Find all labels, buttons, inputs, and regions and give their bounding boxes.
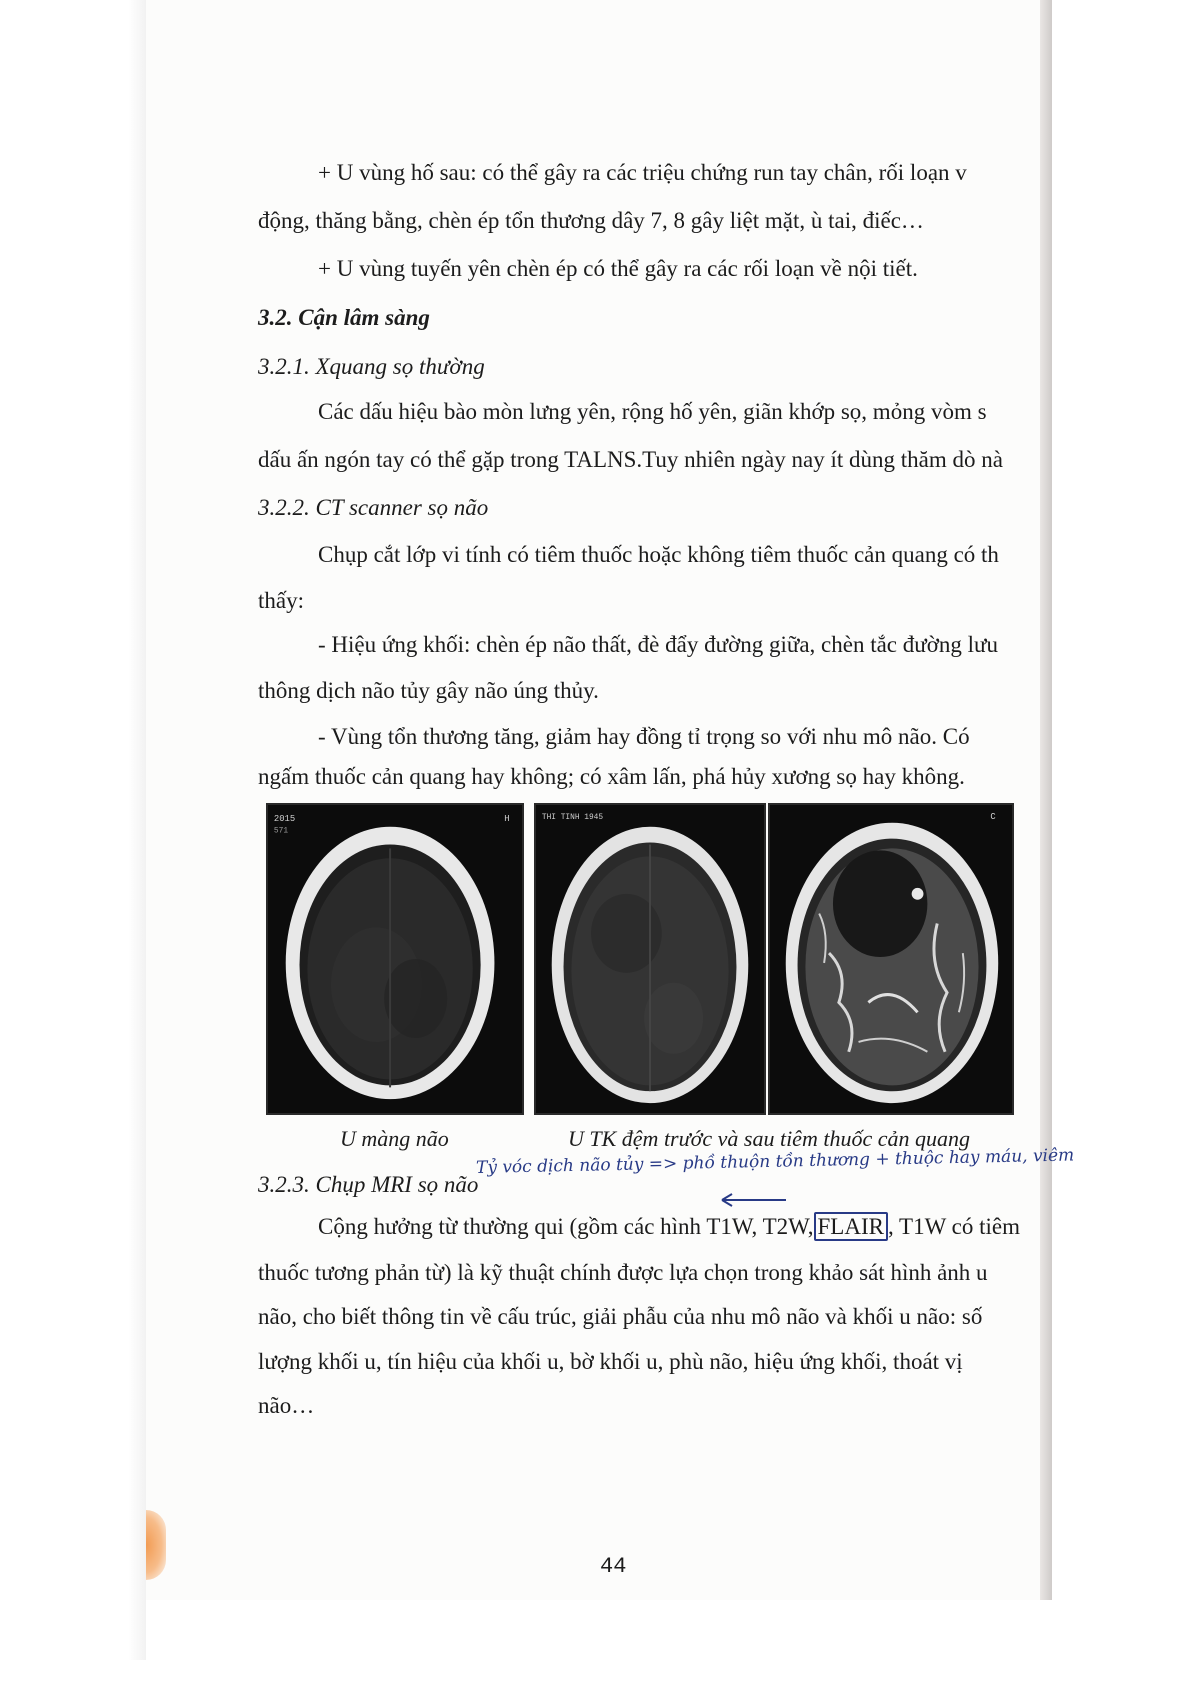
scan2-label: THI TINH 1945 — [541, 812, 604, 822]
caption-glioma: U TK đệm trước và sau tiêm thuốc cản quang — [568, 1126, 970, 1151]
ct-scan-glioma-pre-image — [536, 805, 764, 1113]
paragraph-mri-line5: não… — [258, 1393, 315, 1418]
heading-3-2-1: 3.2.1. Xquang sọ thường — [258, 354, 485, 379]
handwritten-note: Tỷ vóc dịch não tủy => phồ thuộn tồn thương + thuộc hay máu, viêm — [475, 1145, 1075, 1178]
heading-3-2: 3.2. Cận lâm sàng — [258, 305, 430, 330]
page-number: 44 — [600, 1554, 627, 1579]
svg-text:571: 571 — [273, 826, 289, 836]
left-margin — [0, 0, 146, 1685]
paragraph-posterior-fossa-line2: động, thăng bằng, chèn ép tổn thương dây 7, 8 gây liệt mặt, ù tai, điếc… — [258, 208, 924, 233]
ct-scan-glioma-post-image — [770, 805, 1012, 1113]
mri-line1-post: , T1W có tiêm — [887, 1214, 1020, 1239]
paragraph-mri-line4: lượng khối u, tín hiệu của khối u, bờ khối u, phù não, hiệu ứng khối, thoát vị — [258, 1349, 963, 1374]
paragraph-ct-line2: thấy: — [258, 588, 304, 613]
paragraph-density-line1: - Vùng tổn thương tăng, giảm hay đồng tỉ trọng so với nhu mô não. Có — [318, 724, 970, 749]
scan1-label: 2015 — [273, 813, 296, 824]
svg-text:H: H — [504, 813, 510, 824]
heading-3-2-2: 3.2.2. CT scanner sọ não — [258, 495, 489, 520]
mri-line1-pre: Cộng hưởng từ thường qui (gồm các hình T1W, T2W, — [318, 1214, 814, 1239]
paragraph-mass-effect-line2: thông dịch não tủy gây não úng thủy. — [258, 678, 599, 703]
caption-meningioma: U màng não — [340, 1126, 449, 1151]
ct-scan-glioma-pre — [534, 803, 766, 1115]
paragraph-mri-line1 — [318, 1212, 1046, 1242]
paragraph-pituitary: + U vùng tuyến yên chèn ép có thể gây ra các rối loạn về nội tiết. — [318, 256, 918, 281]
paragraph-mri-line2: thuốc tương phản từ) là kỹ thuật chính được lựa chọn trong khảo sát hình ảnh u — [258, 1260, 988, 1285]
paragraph-xquang-line1: Các dấu hiệu bào mòn lưng yên, rộng hố yên, giãn khớp sọ, mỏng vòm s — [318, 399, 987, 424]
paragraph-posterior-fossa-line1: + U vùng hố sau: có thể gây ra các triệu chứng run tay chân, rối loạn v — [318, 160, 967, 185]
flair-boxed-text: FLAIR — [814, 1212, 888, 1241]
heading-3-2-3: 3.2.3. Chụp MRI sọ não — [258, 1172, 479, 1197]
scan3-label: C — [990, 811, 996, 822]
paragraph-mass-effect-line1: - Hiệu ứng khối: chèn ép não thất, đè đẩy đường giữa, chèn tắc đường lưu — [318, 632, 999, 657]
thumb-smudge — [146, 1510, 166, 1580]
paragraph-density-line2: ngấm thuốc cản quang hay không; có xâm lấn, phá hủy xương sọ hay không. — [258, 764, 965, 789]
paragraph-mri-line3: não, cho biết thông tin về cấu trúc, giải phẫu của nhu mô não và khối u não: số — [258, 1304, 983, 1329]
bottom-margin — [0, 1660, 1192, 1685]
paragraph-ct-line1: Chụp cắt lớp vi tính có tiêm thuốc hoặc không tiêm thuốc cản quang có th — [318, 542, 999, 567]
ct-scan-meningioma — [266, 803, 524, 1115]
handwritten-arrow-icon — [718, 1192, 788, 1208]
right-margin — [1052, 0, 1192, 1685]
paragraph-xquang-line2: dấu ấn ngón tay có thể gặp trong TALNS.Tuy nhiên ngày nay ít dùng thăm dò nà — [258, 447, 1003, 472]
ct-scan-glioma-post — [768, 803, 1014, 1115]
ct-scan-meningioma-image — [268, 805, 522, 1113]
